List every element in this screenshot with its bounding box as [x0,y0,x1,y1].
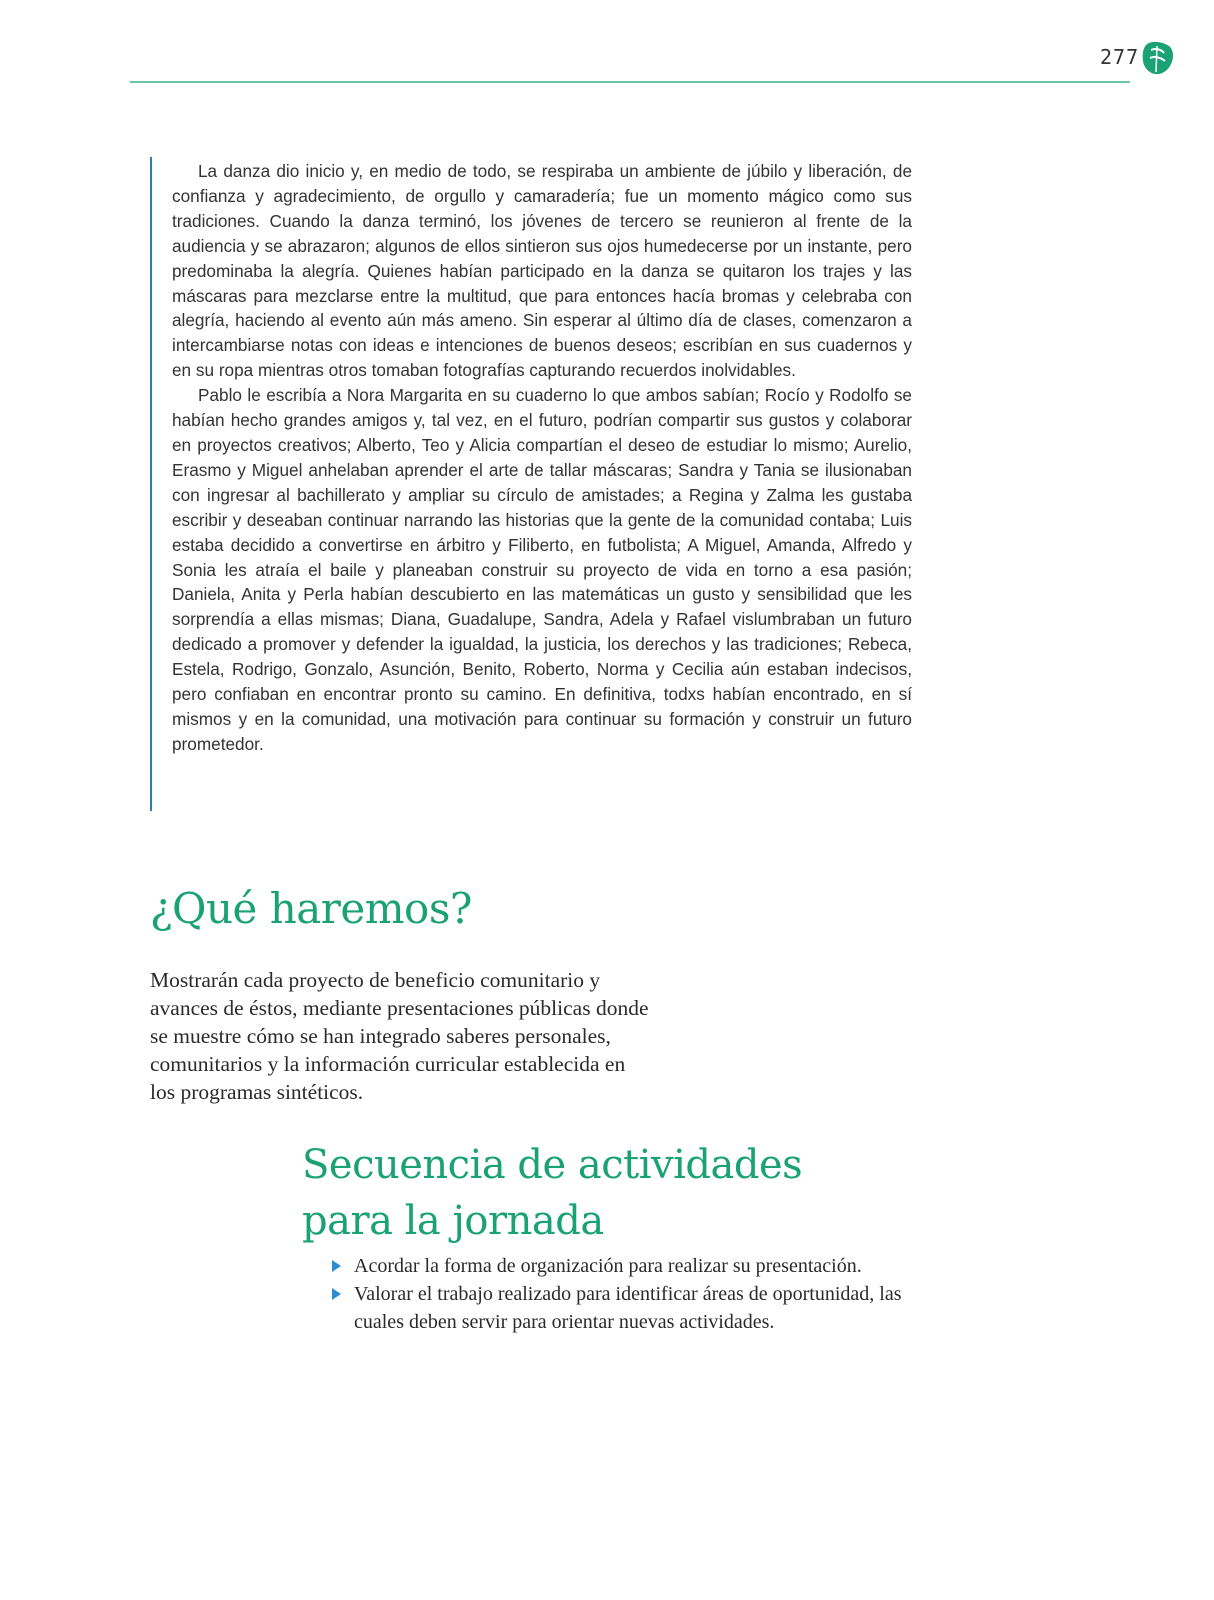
story-text [172,159,912,757]
header-rule [130,81,1130,83]
activities-list [330,1252,950,1336]
page-number: 277 [1100,45,1140,69]
story-paragraph-1: La danza dio inicio y, en medio de todo, se respiraba un ambiente de júbilo y liberación, de confianza y agradecimiento, de orgullo y camaradería; fue un momento mágico como sus tradiciones. Cuando la danza terminó, los jóvenes de tercero se reunieron al frente de la audiencia y se abrazaron; algunos de ellos sintieron sus ojos humedecerse por un instante, pero predominaba la alegría. Quienes habían participado en la danza se quitaron los trajes y las máscaras para mezclarse entre la multitud, que para entonces hacía bromas y celebraba con alegría, haciendo al evento aún más ameno. Sin esperar al último día de clases, comenzaron a intercambiarse notas con ideas e intenciones de buenos deseos; escribían en sus cuadernos y en su ropa mientras otros tomaban fotografías capturando recuerdos inolvidables. [172,161,912,381]
activity-text: Acordar la forma de organización para realizar su presentación. [354,1255,862,1277]
story-paragraph-2: Pablo le escribía a Nora Margarita en su cuaderno lo que ambos sabían; Rocío y Rodolfo se habían hecho grandes amigos y, tal vez, en el futuro, podrían compartir sus gustos y colaborar en proyectos creativos; Alberto, Teo y Alicia compartían el deseo de estudiar lo mismo; Aurelio, Erasmo y Miguel anhelaban aprender el arte de tallar máscaras; Sandra y Tania se ilusionaban con ingresar al bachillerato y ampliar su círculo de amistades; a Regina y Zalma les gustaba escribir y deseaban continuar narrando las historias que la gente de la comunidad contaba; Luis estaba decidido a convertirse en árbitro y Filiberto, en futbolista; A Miguel, Amanda, Alfredo y Sonia les atraía el baile y planeaban construir su proyecto de vida en torno a esa pasión; Daniela, Anita y Perla habían descubierto en las matemáticas un gusto y sensibilidad que les sorprendía a ellas mismas; Diana, Guadalupe, Sandra, Adela y Rafael vislumbraban un futuro dedicado a promover y defender la igualdad, la justicia, los derechos y las tradiciones; Rebeca, Estela, Rodrigo, Gonzalo, Asunción, Benito, Roberto, Norma y Cecilia aún estaban indecisos, pero confiaban en encontrar pronto su camino. En definitiva, todxs habían encontrado, en sí mismos y en la comunidad, una motivación para continuar su formación y construir un futuro prometedor. [172,385,912,754]
que-haremos-heading: ¿Qué haremos? [150,884,472,933]
triangle-bullet-icon [332,1288,341,1300]
activity-text: Valorar el trabajo realizado para identificar áreas de oportunidad, las cuales deben servir para orientar nuevas actividades. [354,1283,902,1333]
list-item [330,1252,950,1280]
story-block [150,157,912,811]
triangle-bullet-icon [332,1260,341,1272]
leaf-logo-icon [1141,40,1175,76]
que-haremos-text: Mostrarán cada proyecto de beneficio comunitario y avances de éstos, mediante presentaciones públicas donde se muestre cómo se han integrado saberes personales, comunitarios y la información curricular establecida en los programas sintéticos. [150,968,649,1104]
secuencia-heading-line1: Secuencia de actividades [302,1142,803,1188]
secuencia-heading-line2: para la jornada [302,1198,604,1244]
secuencia-heading [302,1137,1002,1249]
list-item [330,1280,950,1336]
